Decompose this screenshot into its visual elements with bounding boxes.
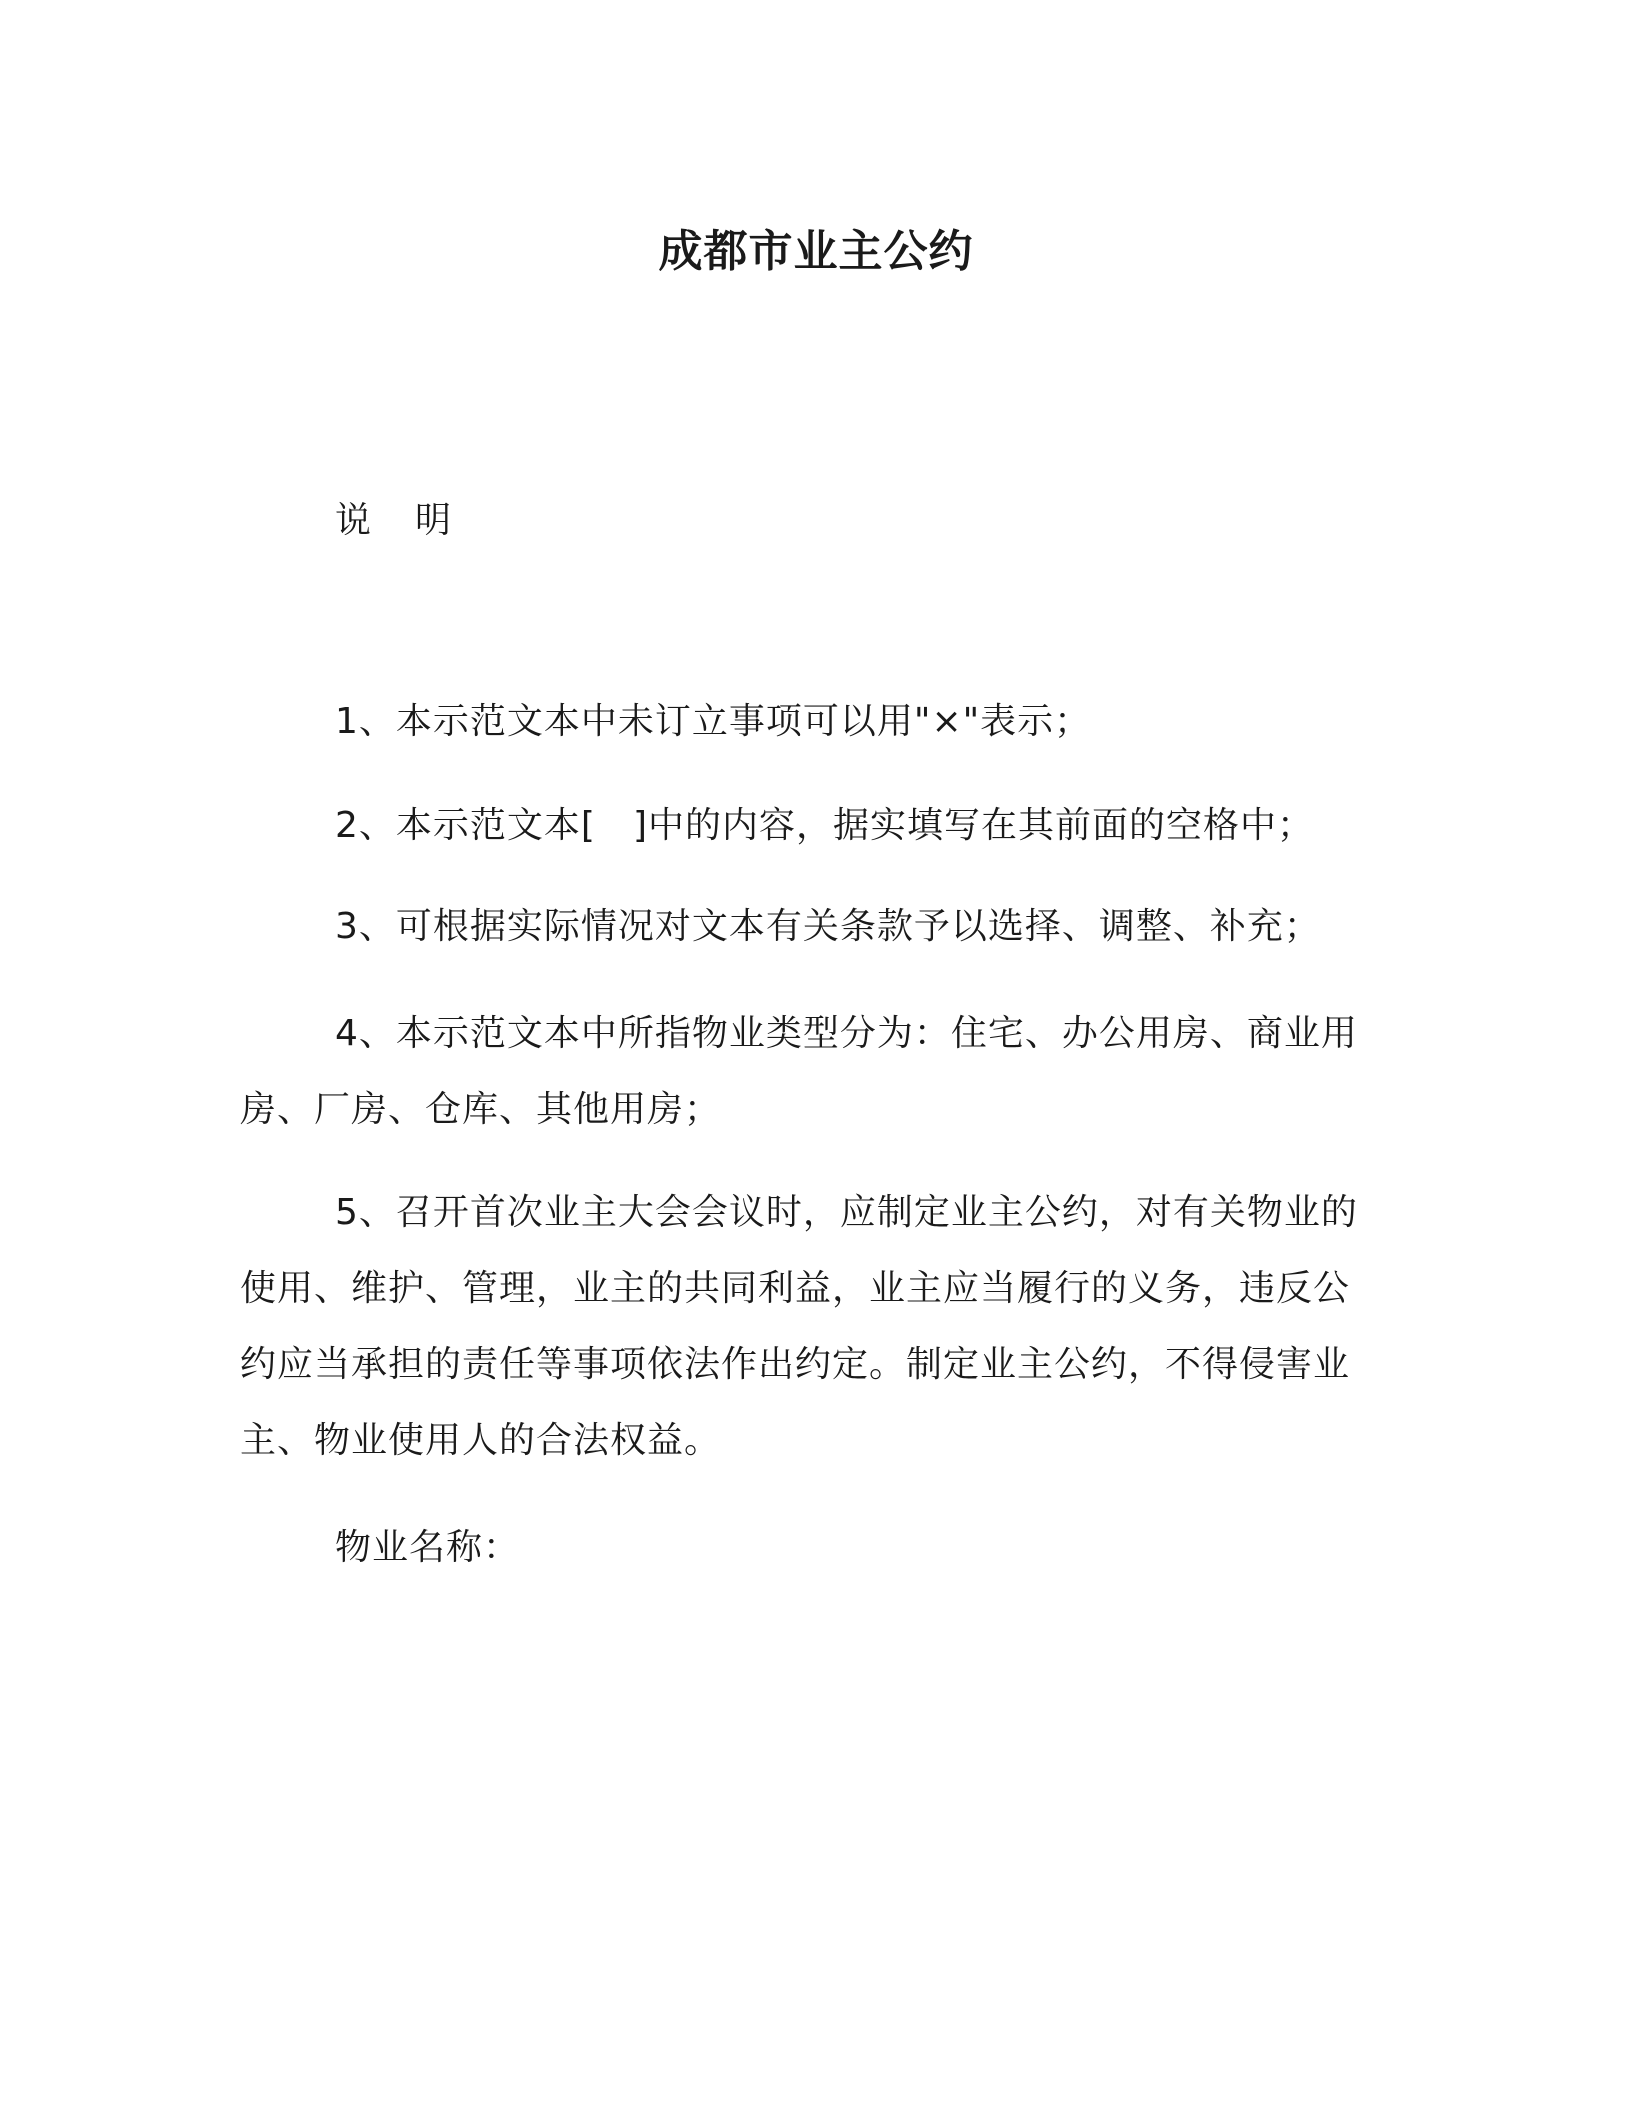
instruction-item-5: 5、召开首次业主大会会议时，应制定业主公约，对有关物业的使用、维护、管理，业主的共同利益，业主应当履行的义务，违反公约应当承担的责任等事项依法作出约定。制定业主公约，不得侵害业主、物业使用人的合法权益。 xyxy=(240,1192,1358,1461)
section-heading xyxy=(335,496,451,546)
instruction-item-1: 1、本示范文本中未订立事项可以用"×"表示； xyxy=(335,701,1092,742)
instruction-item-3: 3、可根据实际情况对文本有关条款予以选择、调整、补充； xyxy=(335,906,1321,947)
heading-char-2: 明 xyxy=(415,500,452,541)
instruction-item-4: 4、本示范文本中所指物业类型分为：住宅、办公用房、商业用房、厂房、仓库、其他用房； xyxy=(240,1013,1358,1130)
document-title: 成都市业主公约 xyxy=(658,226,974,277)
instruction-item-2: 2、本示范文本[ ]中的内容，据实填写在其前面的空格中； xyxy=(335,805,1314,846)
property-name-label: 物业名称： xyxy=(335,1527,521,1568)
heading-char-1: 说 xyxy=(335,500,372,541)
